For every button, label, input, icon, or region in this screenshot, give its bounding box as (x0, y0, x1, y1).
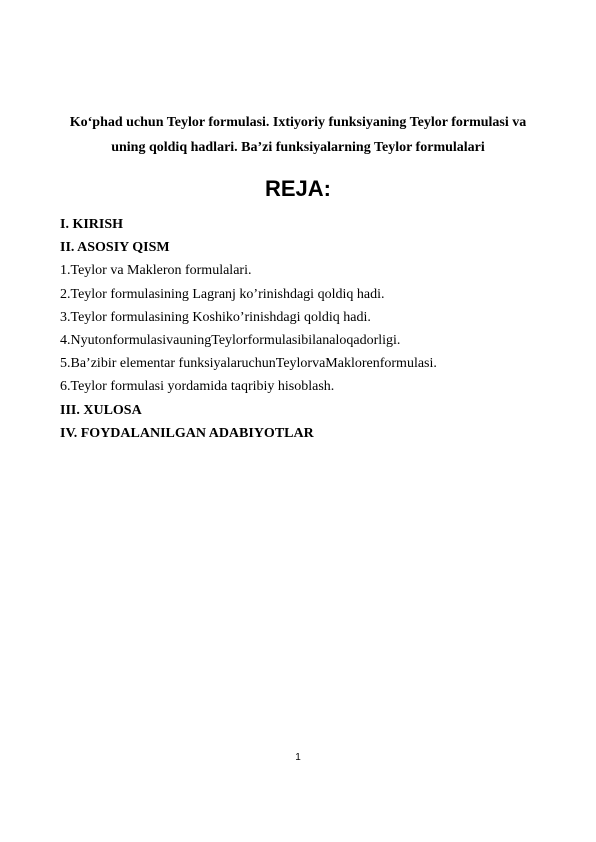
outline-item: 6.Teylor formulasi yordamida taqribiy hisoblash. (60, 379, 335, 395)
outline-section-conclusion: III. XULOSA (60, 402, 142, 418)
outline-item: 5.Ba’zibir elementar funksiyalaruchunTeylorvaMaklorenformulasi. (60, 356, 437, 372)
plan-outline (60, 213, 540, 445)
title-line-1: Ko‘phad uchun Teylor formulasi. Ixtiyoriy funksiyaning Teylor formulasi va (69, 115, 527, 130)
document-title (60, 110, 536, 160)
outline-item: 3.Teylor formulasining Koshiko’rinishdagi qoldiq hadi. (60, 309, 371, 325)
plan-heading: REJA: (264, 176, 331, 201)
outline-item: 4.NyutonformulasivauningTeylorformulasibilanaloqadorligi. (60, 332, 401, 348)
outline-section-introduction: I. KIRISH (60, 217, 124, 232)
outline-item: 1.Teylor va Makleron formulalari. (60, 263, 252, 279)
outline-section-main: II. ASOSIY QISM (60, 240, 170, 256)
outline-section-references: IV. FOYDALANILGAN ADABIYOTLAR (60, 425, 314, 441)
page-number: 1 (295, 752, 301, 763)
outline-item: 2.Teylor formulasining Lagranj ko’rinishdagi qoldiq hadi. (60, 286, 385, 302)
title-line-2: uning qoldiq hadlari. Ba’zi funksiyalarning Teylor formulalari (111, 140, 485, 155)
